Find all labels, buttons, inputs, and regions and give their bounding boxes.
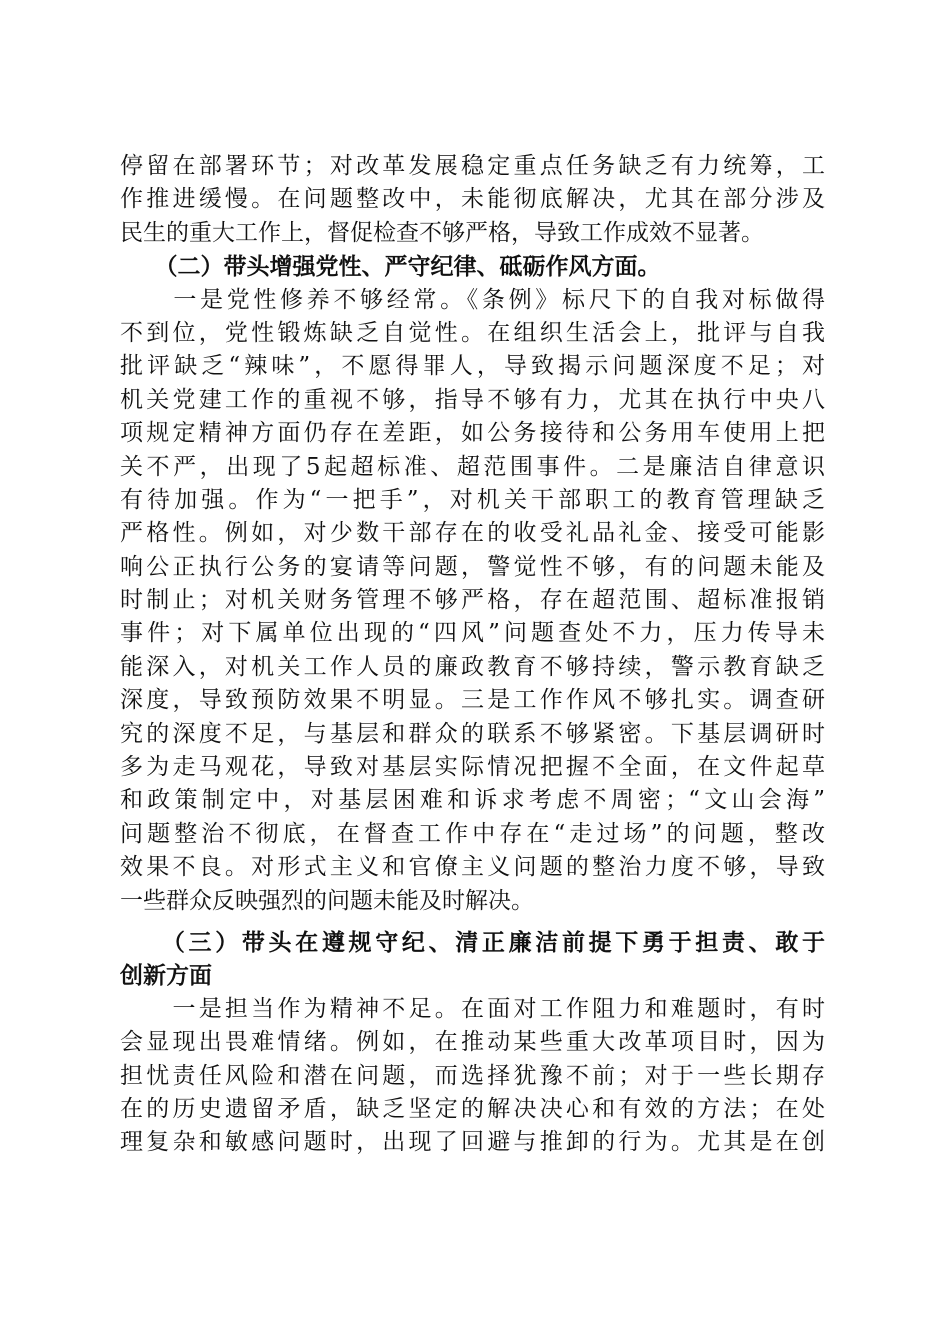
paragraph-continuation bbox=[120, 150, 825, 250]
text-line: 不到位，党性锻炼缺乏自觉性。在组织生活会上，批评与自我 bbox=[120, 319, 825, 346]
section-heading-3 bbox=[120, 926, 825, 993]
text-line: 批评缺乏“辣味”，不愿得罪人，导致揭示问题深度不足；对 bbox=[120, 353, 825, 380]
paragraph-responsibility bbox=[120, 993, 825, 1160]
text-line: 在的历史遗留矛盾，缺乏坚定的解决决心和有效的方法；在处 bbox=[120, 1095, 825, 1122]
text-line: 深度，导致预防效果不明显。三是工作作风不够扎实。调查研 bbox=[120, 687, 825, 714]
text-line: 有待加强。作为“一把手”，对机关干部职工的教育管理缺乏 bbox=[120, 486, 825, 513]
text-line: 和政策制定中，对基层困难和诉求考虑不周密；“文山会海” bbox=[120, 787, 825, 814]
text-line: 一是担当作为精神不足。在面对工作阻力和难题时，有时 bbox=[120, 995, 825, 1022]
text-line: 民生的重大工作上，督促检查不够严格，导致工作成效不显著。 bbox=[120, 219, 764, 246]
text-line: 时制止；对机关财务管理不够严格，存在超范围、超标准报销 bbox=[120, 587, 825, 614]
text-line: 停留在部署环节；对改革发展稳定重点任务缺乏有力统筹，工 bbox=[120, 153, 825, 179]
text-line: 作推进缓慢。在问题整改中，未能彻底解决，尤其在部分涉及 bbox=[120, 186, 825, 213]
document-page bbox=[120, 150, 825, 1160]
text-line: 理复杂和敏感问题时，出现了回避与推卸的行为。尤其是在创 bbox=[120, 1129, 825, 1156]
text-line: 响公正执行公务的宴请等问题，警觉性不够，有的问题未能及 bbox=[120, 553, 825, 580]
text-line: 会显现出畏难情绪。例如，在推动某些重大改革项目时，因为 bbox=[120, 1029, 825, 1056]
text-line: 多为走马观花，导致对基层实际情况把握不全面，在文件起草 bbox=[120, 754, 825, 781]
heading-line: （二）带头增强党性、严守纪律、砥砺作风方面。 bbox=[120, 253, 661, 281]
text-line: 严格性。例如，对少数干部存在的收受礼品礼金、接受可能影 bbox=[120, 520, 825, 547]
text-line: 机关党建工作的重视不够，指导不够有力，尤其在执行中央八 bbox=[120, 386, 825, 413]
paragraph-party-discipline bbox=[120, 284, 825, 918]
text-line: 问题整治不彻底，在督查工作中存在“走过场”的问题，整改 bbox=[120, 820, 825, 847]
text-line: 能深入，对机关工作人员的廉政教育不够持续，警示教育缺乏 bbox=[120, 653, 825, 680]
text-line: 项规定精神方面仍存在差距，如公务接待和公务用车使用上把 bbox=[120, 420, 825, 447]
text-line: 关不严，出现了5起超标准、超范围事件。二是廉洁自律意识 bbox=[120, 453, 825, 480]
text-line: 效果不良。对形式主义和官僚主义问题的整治力度不够，导致 bbox=[120, 854, 825, 881]
text-line: 事件；对下属单位出现的“四风”问题查处不力，压力传导未 bbox=[120, 620, 825, 647]
heading-line: （三）带头在遵规守纪、清正廉洁前提下勇于担责、敢于 bbox=[120, 928, 825, 956]
text-line: 究的深度不足，与基层和群众的联系不够紧密。下基层调研时 bbox=[120, 720, 825, 747]
text-line: 一是党性修养不够经常。《条例》标尺下的自我对标做得 bbox=[120, 286, 825, 313]
paragraph-spacer bbox=[120, 918, 825, 926]
heading-line: 创新方面 bbox=[120, 962, 212, 990]
text-line: 担忧责任风险和潜在问题，而选择犹豫不前；对于一些长期存 bbox=[120, 1062, 825, 1089]
text-line: 一些群众反映强烈的问题未能及时解决。 bbox=[120, 887, 534, 914]
section-heading-2 bbox=[120, 250, 825, 283]
